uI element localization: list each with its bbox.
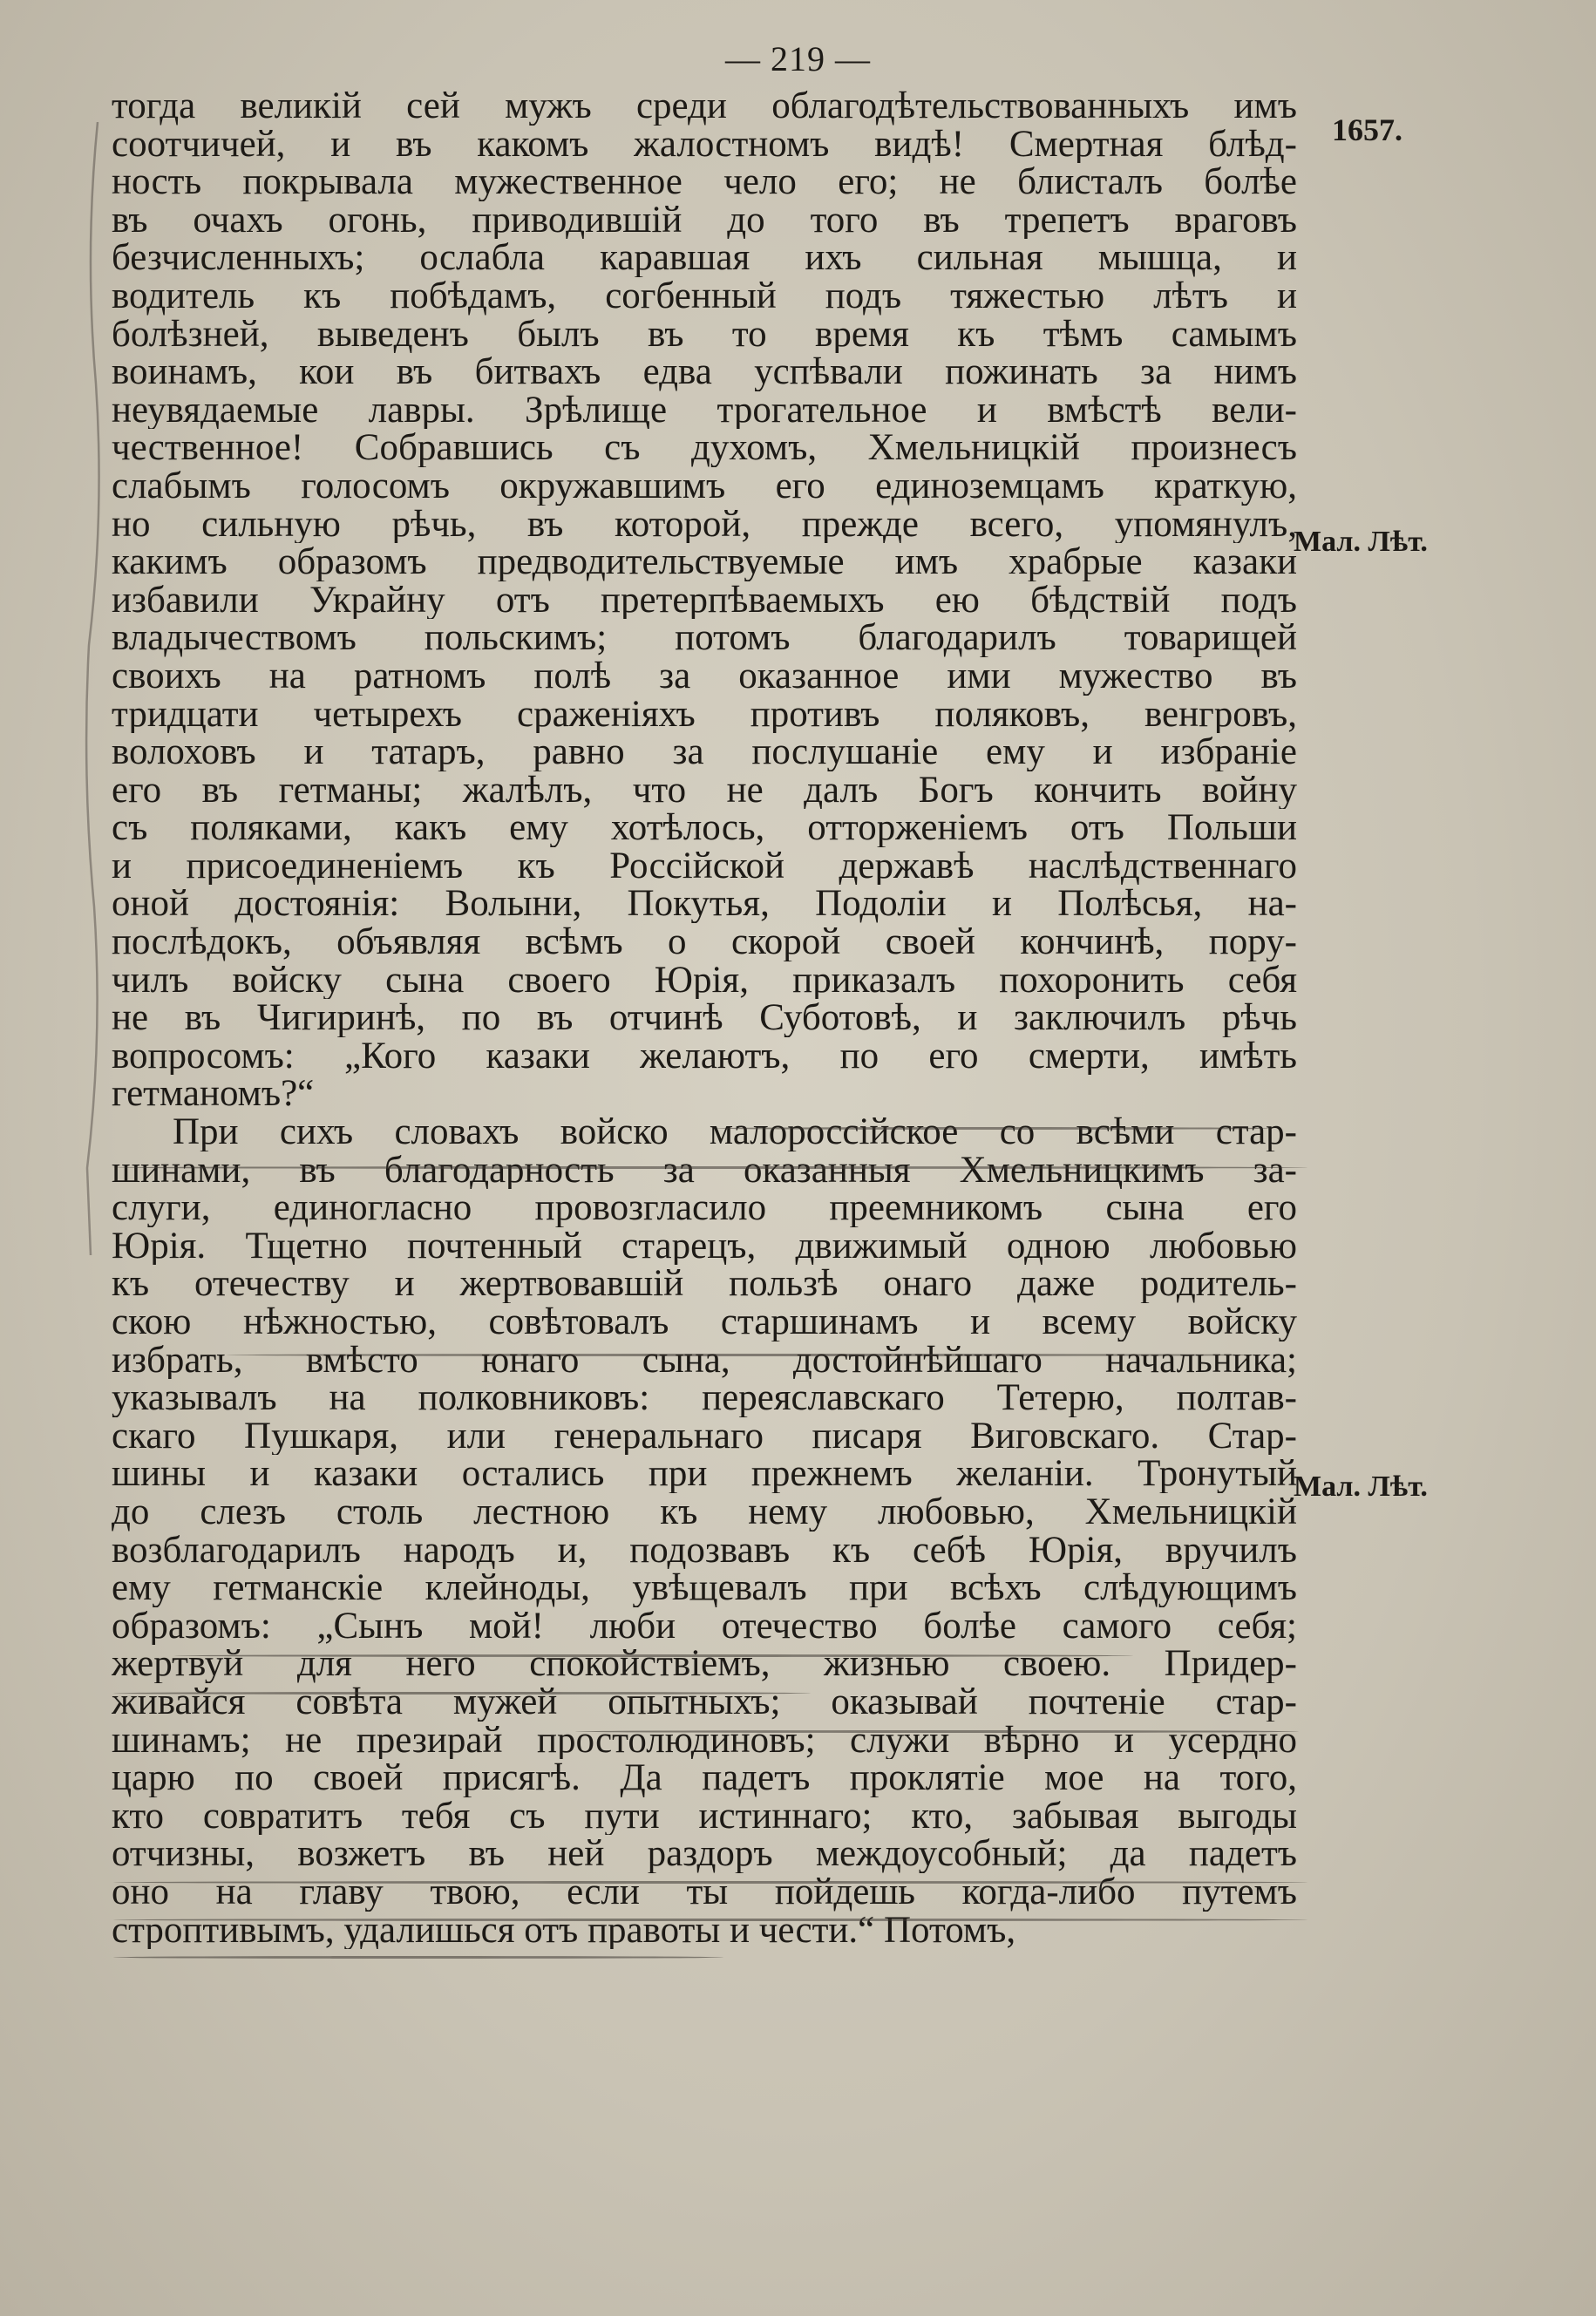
text-line: его въ гетманы; жалѣлъ, что не далъ Богъ кончить войну [112, 771, 1297, 810]
text-line: гетманомъ?“ [112, 1075, 315, 1114]
text-line: болѣзней, выведенъ былъ въ то время къ тѣмъ самымъ [112, 315, 1297, 354]
text-line: слуги, единогласно провозгласило преемникомъ сына его [112, 1189, 1297, 1227]
text-line: строптивымъ, удалишься отъ правоты и чести.“ Потомъ, [112, 1911, 1016, 1950]
text-line: указывалъ на полковниковъ: переяславскаго Тетерю, полтав- [112, 1379, 1297, 1417]
text-line: царю по своей присягѣ. Да падетъ проклятіе мое на того, [112, 1759, 1297, 1797]
text-line: Юрія. Тщетно почтенный старецъ, движимый одною любовью [112, 1226, 1297, 1266]
text-line: тридцати четырехъ сраженіяхъ противъ поляковъ, венгровъ, [112, 695, 1297, 734]
text-line: чественное! Собравшись съ духомъ, Хмельницкій произнесъ [112, 429, 1297, 467]
text-line: вопросомъ: „Кого казаки желаютъ, по его смерти, имѣть [112, 1036, 1297, 1076]
text-line: жертвуй для него спокойствіемъ, жизнью своею. Придер- [112, 1645, 1297, 1683]
pencil-underline [174, 1654, 1133, 1657]
pencil-underline [113, 1692, 811, 1695]
text-line: водитель къ побѣдамъ, согбенный подъ тяжестью лѣтъ и [112, 276, 1297, 316]
text-line: чилъ войску сына своего Юрія, приказалъ похоронить себя [112, 961, 1297, 1000]
text-line: слабымъ голосомъ окружавшимъ его единоземцамъ краткую, [112, 466, 1297, 506]
main-text [112, 87, 1297, 1949]
text-line: къ отечеству и жертвовавшій пользѣ онаго даже родитель- [112, 1265, 1297, 1303]
text-line: въ очахъ огонь, приводившій до того въ трепетъ враговъ [112, 200, 1297, 240]
paragraph-1 [112, 87, 1297, 1113]
text-line: образомъ: „Сынъ мой! люби отечество болѣе самого себя; [112, 1606, 1297, 1646]
text-line: волоховъ и татаръ, равно за послушаніе ему и избраніе [112, 733, 1297, 771]
pencil-underline [715, 1127, 1273, 1130]
text-line: шинами, въ благодарность за оказанныя Хмельницкимъ за- [112, 1151, 1297, 1190]
text-line: своихъ на ратномъ полѣ за оказанное ими мужество въ [112, 656, 1297, 696]
text-line: оно на главу твою, если ты пойдешь когда-либо путемъ [112, 1872, 1297, 1912]
text-line: кто совратитъ тебя съ пути истиннаго; кто, забывая выгоды [112, 1796, 1297, 1836]
pencil-margin-mark [80, 122, 106, 1255]
text-line: шины и казаки остались при прежнемъ желаніи. Тронутый [112, 1455, 1297, 1493]
text-line: живайся совѣта мужей опытныхъ; оказывай почтеніе стар- [112, 1682, 1297, 1722]
pencil-underline [113, 1166, 1307, 1169]
text-line: скаго Пушкаря, или генеральнаго писаря Виговскаго. Стар- [112, 1416, 1297, 1456]
text-line: избрать, вмѣсто юнаго сына, достойнѣйшаго начальника; [112, 1341, 1297, 1380]
text-line: безчисленныхъ; ослабла каравшая ихъ сильная мышца, и [112, 239, 1297, 277]
text-line: и присоединеніемъ къ Россійской державѣ наслѣдственнаго [112, 846, 1297, 886]
text-line: послѣдокъ, объявляя всѣмъ о скорой своей кончинѣ, пору- [112, 923, 1297, 961]
text-line: шинамъ; не презирай простолюдиновъ; служи вѣрно и усердно [112, 1721, 1297, 1760]
text-line: соотчичей, и въ какомъ жалостномъ видѣ! Смертная блѣд- [112, 125, 1297, 164]
text-line: воинамъ, кои въ битвахъ едва успѣвали пожинать за нимъ [112, 353, 1297, 391]
margin-source-note: Мал. Лѣт. [1294, 1470, 1428, 1503]
text-line: избавили Украйну отъ претерпѣваемыхъ ею бѣдствій подъ [112, 581, 1297, 620]
text-line: ему гетманскіе клейноды, увѣщевалъ при всѣхъ слѣдующимъ [112, 1569, 1297, 1607]
text-line: до слезъ столь лестною къ нему любовью, Хмельницкій [112, 1492, 1297, 1532]
text-line: При сихъ словахъ войско малороссійское со всѣми стар- [173, 1113, 1297, 1151]
pencil-underline [113, 1881, 1307, 1884]
pencil-underline [113, 1956, 723, 1959]
pencil-underline [227, 1354, 1273, 1356]
text-line: скою нѣжностью, совѣтовалъ старшинамъ и всему войску [112, 1303, 1297, 1341]
text-line: тогда великій сей мужъ среди облагодѣтельствованныхъ имъ [112, 87, 1297, 126]
paragraph-2 [112, 1113, 1297, 1949]
text-line: оной достоянія: Волыни, Покутья, Подоліи и Полѣсья, на- [112, 885, 1297, 924]
text-line: неувядаемые лавры. Зрѣлище трогательное и вмѣстѣ вели- [112, 391, 1297, 430]
page-number: — 219 — [725, 39, 871, 78]
text-line: отчизны, возжетъ въ ней раздоръ междоусобный; да падетъ [112, 1835, 1297, 1873]
text-line: какимъ образомъ предводительствуемые имъ храбрые казаки [112, 543, 1297, 581]
pencil-underline [113, 1919, 1307, 1921]
text-line: но сильную рѣчь, въ которой, прежде всего, упомянулъ, [112, 505, 1297, 544]
text-line: не въ Чигиринѣ, по въ отчинѣ Суботовѣ, и заключилъ рѣчь [112, 999, 1297, 1037]
pencil-underline [575, 1730, 1299, 1733]
margin-year-note: 1657. [1332, 112, 1402, 147]
margin-source-note: Мал. Лѣт. [1294, 526, 1428, 558]
text-line: возблагодарилъ народъ и, подозвавъ къ себѣ Юрія, вручилъ [112, 1531, 1297, 1570]
text-line: ность покрывала мужественное чело его; не блисталъ болѣе [112, 163, 1297, 201]
text-line: владычествомъ польскимъ; потомъ благодарилъ товарищей [112, 619, 1297, 657]
text-line: съ поляками, какъ ему хотѣлось, отторженіемъ отъ Польши [112, 809, 1297, 847]
